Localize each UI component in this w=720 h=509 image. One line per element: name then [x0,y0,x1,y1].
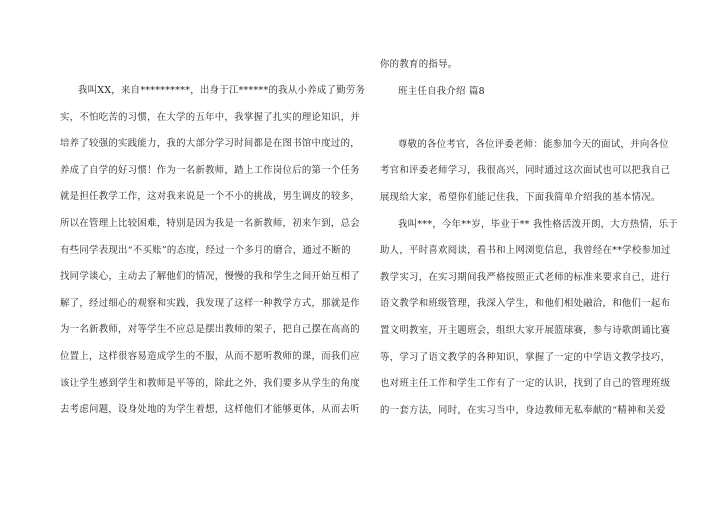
paragraph-line: 置文明教室，开主题班会，组织大家开展篮球赛，参与诗歌朗诵比赛 [380,324,671,336]
left-text-column [60,78,366,424]
paragraph-line: 有些同学表现出“不买账”的态度，经过一个多月的磨合，通过不断的 [60,244,351,256]
paragraph-line: 考官和评委老师学习，我很高兴，同时通过这次面试也可以把我自己 [380,165,671,177]
paragraph-line: 找同学谈心，主动去了解他们的情况，慢慢的我和学生之间开始互相了 [60,271,360,283]
paragraph-line: 去考虑问题，设身处地的为学生着想，这样他们才能够更体，从而去听 [60,404,360,416]
paragraph-line: 养成了自学的好习惯！作为一名新教师，踏上工作岗位后的第一个任务 [60,164,360,176]
section-heading: 班主任自我介绍 篇8 [398,85,485,97]
paragraph-line: 我叫***，今年**岁，毕业于** 我性格活泼开朗，大方热情，乐于 [398,218,679,230]
paragraph-line: 所以在管理上比较困难，特别是因为我是一名新教师，初来乍到，总会 [60,217,360,229]
paragraph-line: 也对班主任工作和学生工作有了一定的认识，找到了自己的管理班级 [380,378,671,390]
continued-line: 你的教育的指导。 [380,59,458,70]
paragraph-line: 助人，平时喜欢阅读，看书和上网浏览信息，我曾经在**学校参加过 [380,245,671,257]
paragraph-line: 培养了较强的实践能力，我的大部分学习时间都是在图书馆中度过的， [60,138,360,150]
paragraph-line: 实，不怕吃苦的习惯，在大学的五年中，我掌握了扎实的理论知识，并 [60,111,360,123]
blank-line [380,105,670,132]
paragraph-line: 的一套方法，同时，在实习当中，身边教师无私奉献的“精神和关爱 [380,404,666,416]
paragraph-line: 该让学生感到学生和教师是平等的，除此之外，我们要多从学生的角度 [60,377,360,389]
paragraph-line: 等，学习了语文教学的各种知识，掌握了一定的中学语文教学技巧， [380,351,671,363]
paragraph-line: 尊敬的各位考官，各位评委老师：能参加今天的面试，并向各位 [398,138,669,150]
paragraph-line: 为一名新教师，对等学生不应总是摆出教师的架子，把自己摆在高高的 [60,324,360,336]
right-text-column [380,52,679,424]
paragraph-line: 语文教学和班级管理，我深入学生，和他们相处融洽，和他们一起布 [380,298,671,310]
paragraph-line: 教学实习，在实习期间我严格按照正式老师的标准来要求自己，进行 [380,271,671,283]
paragraph-line: 解了，经过细心的观察和实践，我发现了这样一种教学方式，那就是作 [60,297,360,309]
paragraph-line: 就是担任教学工作，这对我来说是一个不小的挑战，男生调皮的较多， [60,191,360,203]
paragraph-line: 位置上，这样很容易造成学生的不服，从而不愿听教师的课，而我们应 [60,350,360,362]
paragraph-line: 我叫XX，来自**********，出身于江******的我从小养成了勤劳务 [78,85,366,96]
paragraph-line: 展现给大家，希望你们能记住我，下面我简单介绍我的基本情况。 [380,191,661,203]
